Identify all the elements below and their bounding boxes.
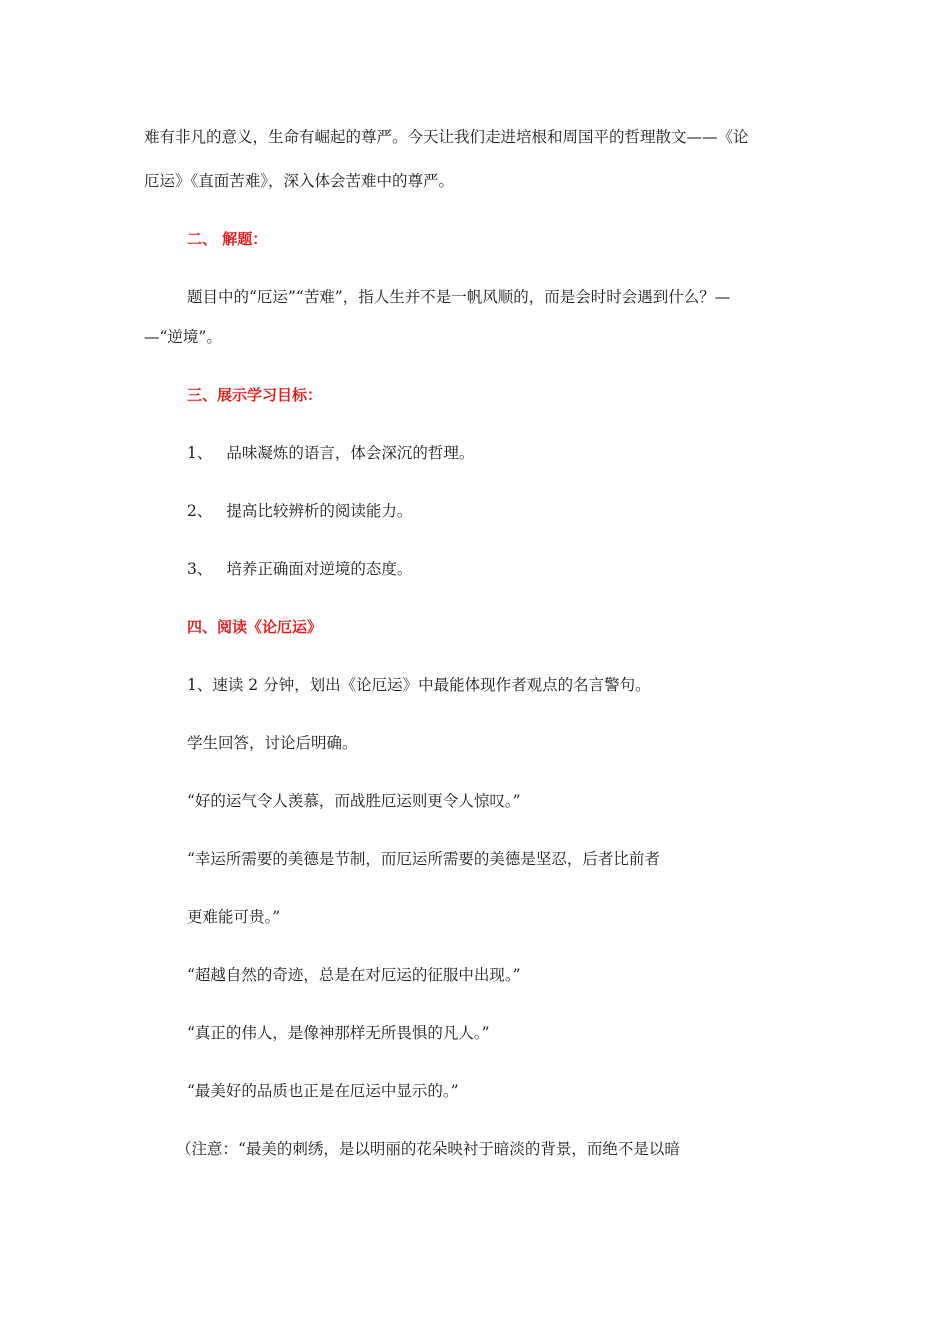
goal-text: 品味凝炼的语言，体会深沉的哲理。 [226, 444, 475, 462]
quote-2-line-1: “幸运所需要的美德是节制，而厄运所需要的美德是坚忍，后者比前者 [187, 850, 660, 868]
quote-5: “最美好的品质也正是在厄运中显示的。” [187, 1082, 459, 1100]
quote-4: “真正的伟人，是像神那样无所畏惧的凡人。” [187, 1024, 490, 1042]
quote-3: “超越自然的奇迹，总是在对厄运的征服中出现。” [187, 966, 521, 984]
intro-line-1: 难有非凡的意义，生命有崛起的尊严。今天让我们走进培根和周国平的哲理散文——《论 [144, 128, 749, 146]
goal-number: 3、 [187, 560, 213, 578]
section-2-paragraph-line-2: —“逆境”。 [144, 328, 222, 346]
quote-2-line-2: 更难能可贵。” [187, 908, 281, 926]
goal-text: 培养正确面对逆境的态度。 [226, 560, 413, 578]
task-instruction: 1、速读 2 分钟，划出《论厄运》中最能体现作者观点的名言警句。 [187, 676, 651, 694]
quote-1: “好的运气令人羡慕，而战胜厄运则更令人惊叹。” [187, 792, 521, 810]
goal-number: 1、 [187, 444, 213, 462]
goal-item [187, 443, 474, 463]
goal-item [187, 559, 412, 579]
section-3-heading: 三、展示学习目标： [187, 386, 323, 404]
section-2-heading: 二、 解题： [187, 230, 268, 248]
section-4-heading: 四、阅读《论厄运》 [187, 618, 323, 636]
goal-text: 提高比较辨析的阅读能力。 [226, 502, 413, 520]
note-line: （注意：“最美的刺绣，是以明丽的花朵映衬于暗淡的背景，而绝不是以暗 [176, 1140, 680, 1158]
intro-line-2: 厄运》《直面苦难》，深入体会苦难中的尊严。 [144, 172, 455, 190]
answer-intro: 学生回答，讨论后明确。 [187, 734, 358, 752]
goal-item [187, 501, 412, 521]
goal-number: 2、 [187, 502, 213, 520]
section-2-paragraph-line-1: 题目中的“厄运”“苦难”，指人生并不是一帆风顺的，而是会时时会遇到什么？— [187, 288, 731, 306]
